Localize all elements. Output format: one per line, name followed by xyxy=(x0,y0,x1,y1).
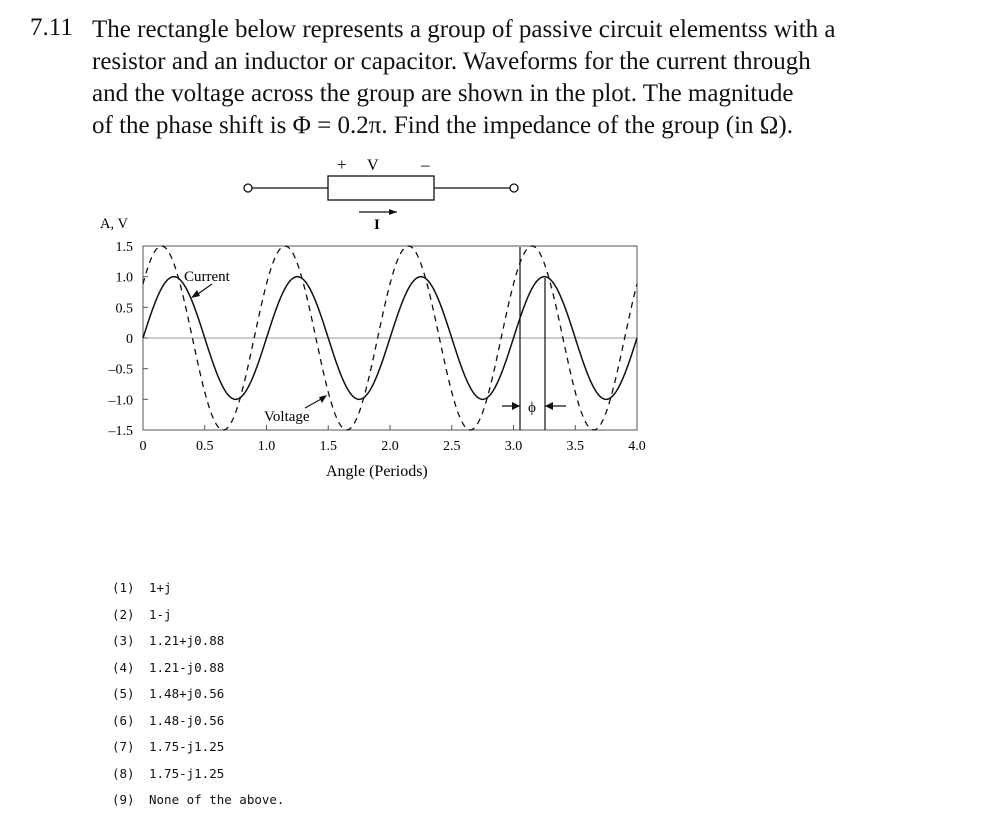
answer-choice[interactable] xyxy=(112,761,284,788)
y-tick-label: –0.5 xyxy=(108,362,133,378)
choice-number: (5) xyxy=(112,686,135,701)
choice-number: (6) xyxy=(112,712,135,728)
problem-line: resistor and an inductor or capacitor. Waveforms for the current through xyxy=(92,48,811,75)
answer-choice[interactable] xyxy=(112,734,284,761)
answer-choice[interactable] xyxy=(112,681,284,708)
choice-number: (7) xyxy=(112,739,135,754)
x-tick-label: 3.0 xyxy=(504,439,523,454)
choice-number: (8) xyxy=(112,765,135,781)
choice-text: None of the above. xyxy=(149,792,285,807)
voltage-minus-sign: – xyxy=(421,155,430,174)
choice-text: 1.75-j1.25 xyxy=(149,765,225,781)
x-tick-label: 0.5 xyxy=(196,439,214,454)
x-tick-label: 1.5 xyxy=(319,439,337,454)
choice-number: (3) xyxy=(112,633,135,648)
choice-text: 1.48+j0.56 xyxy=(149,686,225,701)
answer-choice[interactable] xyxy=(112,602,284,629)
answer-choice[interactable] xyxy=(112,655,284,682)
x-axis-label: Angle (Periods) xyxy=(326,463,428,480)
voltage-plus-sign: + xyxy=(337,155,347,174)
choice-number: (9) xyxy=(112,792,135,807)
voltage-label: V xyxy=(367,157,379,174)
y-tick-label: 1.5 xyxy=(115,240,133,255)
voltage-pointer-head xyxy=(319,395,327,403)
x-tick-label: 1.0 xyxy=(257,439,276,454)
x-tick-label: 4.0 xyxy=(628,439,646,454)
problem-line: of the phase shift is Φ = 0.2π. Find the impedance of the group (in Ω). xyxy=(92,112,793,139)
choice-text: 1.75-j1.25 xyxy=(149,739,225,754)
current-pointer-head xyxy=(191,290,200,298)
y-tick-label: 0 xyxy=(126,332,133,347)
choice-text: 1+j xyxy=(149,580,172,595)
answer-choices xyxy=(112,575,284,814)
phase-arrow-right-head xyxy=(545,402,553,410)
choice-number: (4) xyxy=(112,659,135,675)
x-tick-label: 0 xyxy=(139,439,147,454)
problem-number: 7.11 xyxy=(30,14,73,41)
choice-text: 1.21-j0.88 xyxy=(149,659,225,675)
y-tick-label: 1.0 xyxy=(115,270,133,286)
voltage-annotation: Voltage xyxy=(264,409,310,425)
choice-number: (2) xyxy=(112,606,135,622)
current-annotation: Current xyxy=(184,269,230,285)
problem-line: The rectangle below represents a group of passive circuit elementss with a xyxy=(92,16,836,43)
phase-label: ϕ xyxy=(528,400,536,416)
y-tick-label: –1.5 xyxy=(108,424,133,439)
y-tick-label: 0.5 xyxy=(115,301,133,317)
y-axis-label: A, V xyxy=(100,216,128,232)
choice-text: 1-j xyxy=(149,606,172,622)
x-tick-label: 2.0 xyxy=(381,439,399,454)
choice-number: (1) xyxy=(112,580,135,595)
current-label: I xyxy=(374,217,380,233)
problem-line: and the voltage across the group are shown in the plot. The magnitude xyxy=(92,80,794,107)
answer-choice[interactable] xyxy=(112,787,284,814)
answer-choice[interactable] xyxy=(112,708,284,735)
phase-arrow-left-head xyxy=(512,402,520,410)
choice-text: 1.21+j0.88 xyxy=(149,633,225,648)
x-tick-label: 2.5 xyxy=(443,439,461,454)
choice-text: 1.48-j0.56 xyxy=(149,712,225,728)
answer-choice[interactable] xyxy=(112,628,284,655)
y-tick-label: –1.0 xyxy=(108,393,133,409)
x-tick-label: 3.5 xyxy=(566,439,584,454)
answer-choice[interactable] xyxy=(112,575,284,602)
